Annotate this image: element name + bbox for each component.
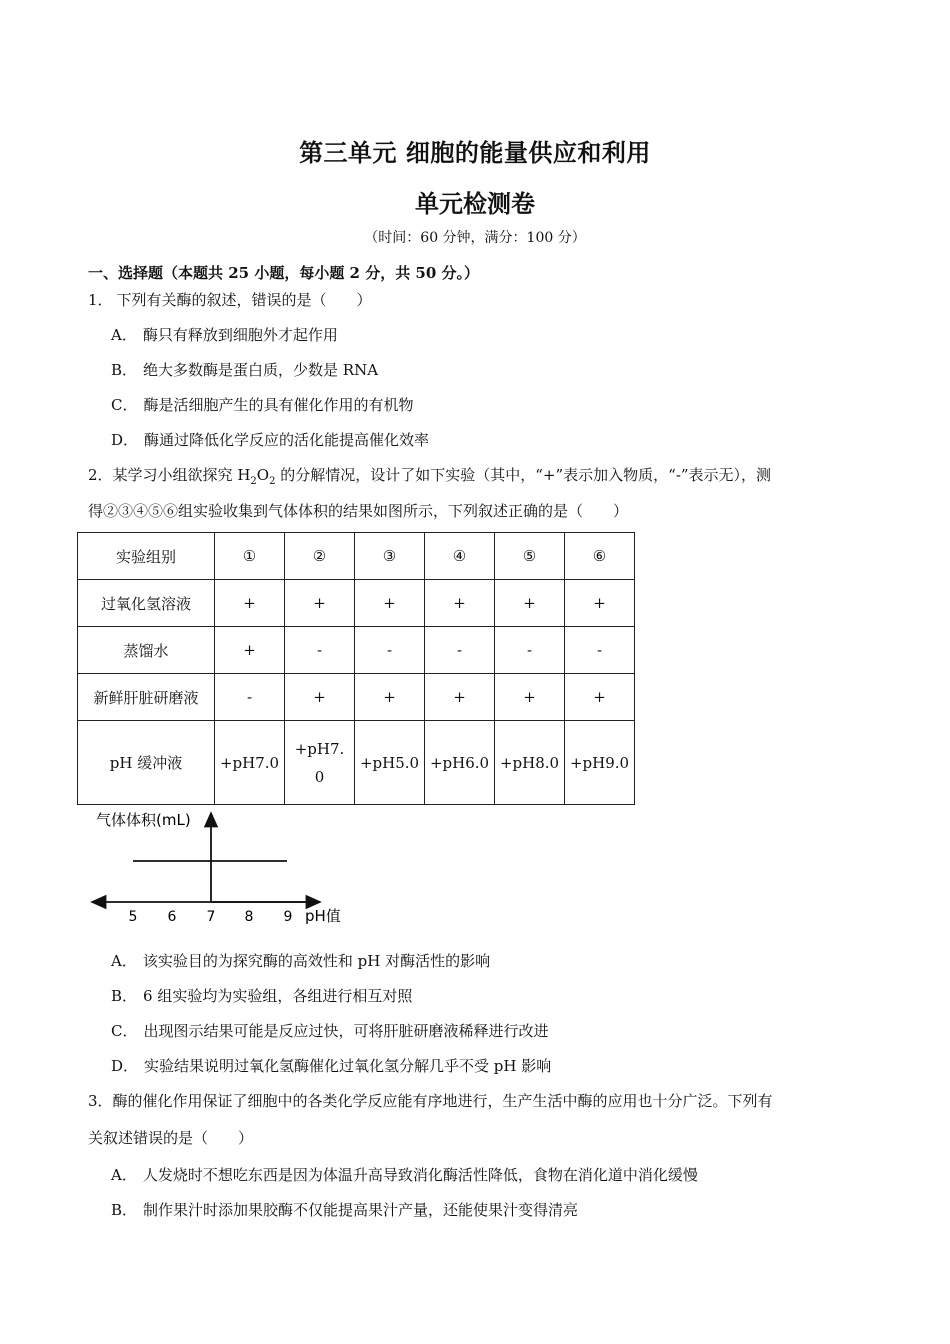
q1-option-a: A． 酶只有释放到细胞外才起作用 <box>111 326 338 344</box>
question-3-stem: 3．酶的催化作用保证了细胞中的各类化学反应能有序地进行，生产生活中酶的应用也十分广泛。下列有 <box>88 1092 773 1110</box>
question-number: 1． <box>88 291 113 309</box>
q2-option-b: B． 6 组实验均为实验组，各组进行相互对照 <box>111 987 413 1005</box>
question-number: 2． <box>88 466 113 484</box>
table-cell: - <box>355 627 425 674</box>
q1-option-d: D． 酶通过降低化学反应的活化能提高催化效率 <box>111 431 430 449</box>
table-cell: - <box>425 627 495 674</box>
table-cell: 实验组别 <box>78 533 215 580</box>
section-heading: 一、选择题（本题共 25 小题，每小题 2 分，共 50 分。） <box>88 264 480 282</box>
table-cell: + <box>495 580 565 627</box>
q1-option-b: B． 绝大多数酶是蛋白质，少数是 RNA <box>111 361 379 379</box>
table-cell: ④ <box>425 533 495 580</box>
table-cell: + <box>285 674 355 721</box>
question-number: 3． <box>88 1092 113 1110</box>
table-cell: - <box>565 627 635 674</box>
table-cell: +pH7. 0 <box>285 721 355 805</box>
x-tick-label: 7 <box>206 909 216 925</box>
table-cell: + <box>425 580 495 627</box>
table-cell: + <box>565 674 635 721</box>
table-cell: ⑥ <box>565 533 635 580</box>
table-cell: + <box>355 580 425 627</box>
question-2-stem: 2．某学习小组欲探究 $H_2O_2$ 的分解情况，设计了如下实验（其中，“+”表示加入物质，“-”表示无），测 <box>88 466 772 487</box>
table-cell: + <box>355 674 425 721</box>
question-1-stem <box>88 289 372 310</box>
table-cell: - <box>285 627 355 674</box>
x-tick-label: 9 <box>283 909 293 925</box>
table-cell: - <box>215 674 285 721</box>
table-cell: + <box>285 580 355 627</box>
table-cell: 蒸馏水 <box>78 627 215 674</box>
table-cell: ⑤ <box>495 533 565 580</box>
table-cell: + <box>215 627 285 674</box>
table-cell: ③ <box>355 533 425 580</box>
table-cell: 过氧化氢溶液 <box>78 580 215 627</box>
table-row <box>78 580 635 627</box>
x-axis-label: pH值 <box>305 907 341 925</box>
table-cell: +pH5.0 <box>355 721 425 805</box>
q3-option-b: B． 制作果汁时添加果胶酶不仅能提高果汁产量，还能使果汁变得清亮 <box>111 1201 579 1219</box>
x-tick-label: 6 <box>167 909 177 925</box>
table-cell: + <box>565 580 635 627</box>
question-2-stem-line2: 得②③④⑤⑥组实验收集到气体体积的结果如图所示，下列叙述正确的是（ ） <box>88 502 629 520</box>
q2-option-d: D． 实验结果说明过氧化氢酶催化过氧化氢分解几乎不受 pH 影响 <box>111 1057 552 1075</box>
table-header-row <box>78 533 635 580</box>
q2-option-a: A． 该实验目的为探究酶的高效性和 pH 对酶活性的影响 <box>111 952 491 970</box>
q3-option-a: A． 人发烧时不想吃东西是因为体温升高导致消化酶活性降低，食物在消化道中消化缓慢 <box>111 1166 698 1184</box>
table-cell: + <box>215 580 285 627</box>
table-row-ph <box>78 721 635 805</box>
table-row <box>78 627 635 674</box>
table-cell: pH 缓冲液 <box>78 721 215 805</box>
exam-time-score: （时间：60 分钟，满分：100 分） <box>364 230 586 246</box>
question-3-stem-line2: 关叙述错误的是（ ） <box>88 1129 254 1147</box>
table-cell: +pH6.0 <box>425 721 495 805</box>
x-tick-label: 5 <box>128 909 138 925</box>
table-cell: - <box>495 627 565 674</box>
table-cell: + <box>425 674 495 721</box>
table-cell: 新鲜肝脏研磨液 <box>78 674 215 721</box>
table-row <box>78 674 635 721</box>
exam-title: 单元检测卷 <box>415 190 535 218</box>
table-cell: + <box>495 674 565 721</box>
table-cell: +pH8.0 <box>495 721 565 805</box>
experiment-table <box>77 532 635 805</box>
y-axis-label: 气体体积(mL) <box>96 811 191 829</box>
table-cell: ① <box>215 533 285 580</box>
question-text: 下列有关酶的叙述，错误的是（ ） <box>116 291 372 309</box>
gas-volume-graph <box>80 805 370 930</box>
x-tick-label: 8 <box>244 909 254 925</box>
q2-option-c: C． 出现图示结果可能是反应过快，可将肝脏研磨液稀释进行改进 <box>111 1022 549 1040</box>
q1-option-c: C． 酶是活细胞产生的具有催化作用的有机物 <box>111 396 414 414</box>
table-cell: +pH7.0 <box>215 721 285 805</box>
unit-title: 第三单元 细胞的能量供应和利用 <box>299 139 651 167</box>
table-cell: ② <box>285 533 355 580</box>
table-cell: +pH9.0 <box>565 721 635 805</box>
